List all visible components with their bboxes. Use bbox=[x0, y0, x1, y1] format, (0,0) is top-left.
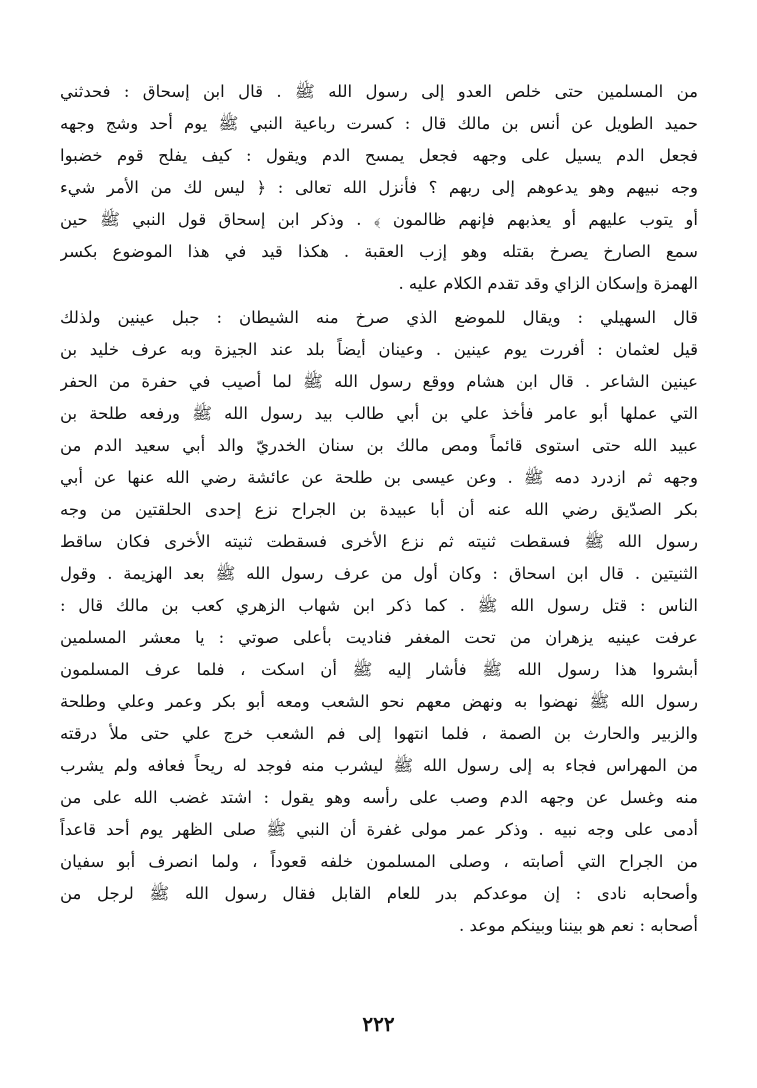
text-line: قيل لعثمان : أفررت يوم عينين . وعينان أيضاً بلد عند الجيزة وبه عرف خليد بن bbox=[60, 340, 698, 359]
text-line: رسول الله ﷺ نهضوا به ونهض معهم نحو الشعب ومعه أبو بكر وعمر وعلي وطلحة bbox=[60, 692, 698, 711]
text-line: عبيد الله حتى استوى قائماً ومص مالك بن سنان الخدريّ والد أبي سعيد الدم من bbox=[60, 436, 698, 455]
text-line: عرفت عينيه يزهران من تحت المغفر فناديت بأعلى صوتي : يا معشر المسلمين bbox=[60, 628, 698, 647]
text-line: منه وغسل عن وجهه الدم وصب على رأسه وهو يقول : اشتد غضب الله على من bbox=[60, 788, 698, 807]
text-line: الثنيتين . قال ابن اسحاق : وكان أول من عرف رسول الله ﷺ بعد الهزيمة . وقول bbox=[60, 564, 698, 583]
text-line: والزبير والحارث بن الصمة ، فلما انتهوا إلى فم الشعب خرج علي حتى ملأ درقته bbox=[60, 724, 698, 743]
text-line: وجه نبيهم وهو يدعوهم إلى ربهم ؟ فأنزل الله تعالى : ﴿ ليس لك من الأمر شيء bbox=[60, 178, 698, 197]
text-line: التي عملها أبو عامر فأخذ علي بن أبي طالب بيد رسول الله ﷺ ورفعه طلحة بن bbox=[60, 404, 698, 423]
text-line: وأصحابه نادى : إن موعدكم بدر للعام القابل فقال رسول الله ﷺ لرجل من bbox=[60, 884, 698, 903]
text-line: من الجراح التي أصابته ، وصلى المسلمون خلفه قعوداً ، ولما انصرف أبو سفيان bbox=[60, 852, 698, 871]
text-line: وجهه ثم ازدرد دمه ﷺ . وعن عيسى بن طلحة عن عائشة رضي الله عنها عن أبي bbox=[60, 468, 698, 487]
text-line: الهمزة وإسكان الزاي وقد تقدم الكلام عليه . bbox=[398, 274, 698, 293]
text-line: رسول الله ﷺ فسقطت ثنيته ثم نزع الأخرى فسقطت ثنيته الأخرى فكان ساقط bbox=[60, 532, 698, 551]
text-line: من المهراس فجاء به إلى رسول الله ﷺ ليشرب منه فوجد له ريحاً فعافه ولم يشرب bbox=[60, 756, 698, 775]
text-line: الناس : قتل رسول الله ﷺ . كما ذكر ابن شهاب الزهري كعب بن مالك قال : bbox=[60, 596, 698, 615]
text-line: أو يتوب عليهم أو يعذبهم فإنهم ظالمون ﴾ . وذكر ابن إسحاق قول النبي ﷺ حين bbox=[60, 210, 698, 229]
text-line: أبشروا هذا رسول الله ﷺ فأشار إليه ﷺ أن اسكت ، فلما عرف المسلمون bbox=[60, 660, 698, 679]
page-number: ٢٢٢ bbox=[362, 1012, 395, 1036]
text-line: من المسلمين حتى خلص العدو إلى رسول الله ﷺ . قال ابن إسحاق : فحدثني bbox=[60, 82, 698, 101]
text-line: حميد الطويل عن أنس بن مالك قال : كسرت رباعية النبي ﷺ يوم أحد وشج وجهه bbox=[60, 114, 698, 133]
text-line: عينين الشاعر . قال ابن هشام ووقع رسول الله ﷺ لما أصيب في حفرة من الحفر bbox=[60, 372, 698, 391]
text-line: أدمى على وجه نبيه . وذكر عمر مولى غفرة أن النبي ﷺ صلى الظهر يوم أحد قاعداً bbox=[60, 820, 698, 839]
text-line: سمع الصارخ يصرخ بقتله وهو إزب العقبة . هكذا قيد في هذا الموضوع بكسر bbox=[60, 242, 698, 261]
text-line: قال السهيلي : ويقال للموضع الذي صرخ منه الشيطان : جبل عينين ولذلك bbox=[60, 308, 698, 327]
text-line: فجعل الدم يسيل على وجهه فجعل يمسح الدم ويقول : كيف يفلح قوم خضبوا bbox=[60, 146, 698, 165]
paragraph-1 bbox=[60, 76, 698, 300]
text-line: أصحابه : نعم هو بيننا وبينكم موعد . bbox=[458, 916, 698, 935]
paragraph-2 bbox=[60, 302, 698, 942]
text-line: بكر الصدّيق رضي الله عنه أن أبا عبيدة بن الجراح نزع إحدى الحلقتين من وجه bbox=[60, 500, 698, 519]
